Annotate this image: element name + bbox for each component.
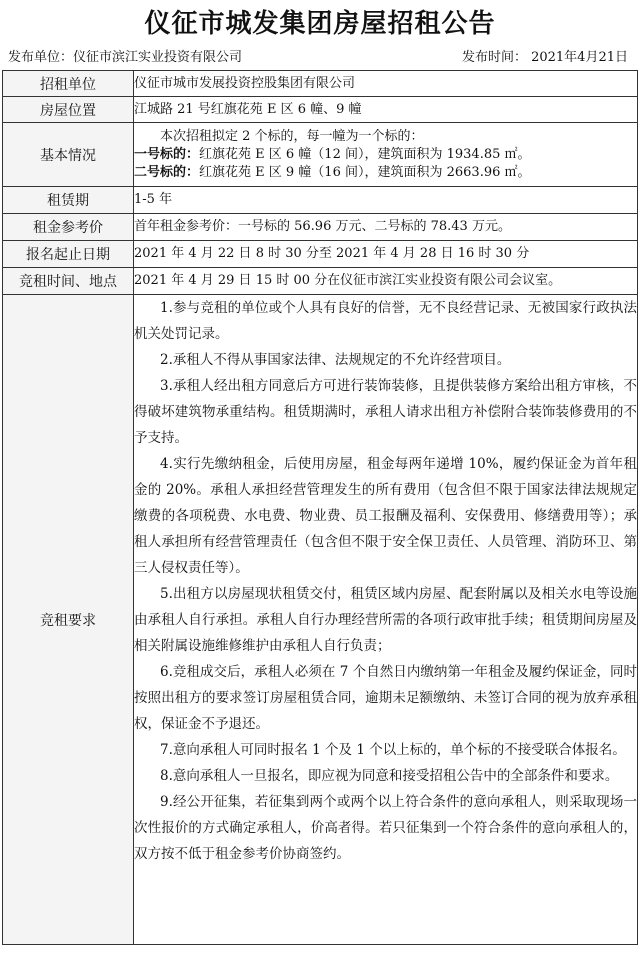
row-label: 竞租时间、地点 (3, 268, 134, 295)
table-row (3, 123, 638, 187)
lot2-label: 二号标的： (134, 164, 200, 180)
table-row (3, 268, 638, 295)
basic-intro: 本次招租拟定 2 个标的，每一幢为一个标的： (160, 128, 424, 144)
row-label: 招租单位 (3, 71, 134, 97)
row-value: 首年租金参考价：一号标的 56.96 万元、二号标的 78.43 万元。 (134, 214, 638, 241)
row-label: 房屋位置 (3, 97, 134, 123)
publisher: 发布单位：仪征市滨江实业投资有限公司 (8, 50, 243, 65)
row-label: 租赁期 (3, 187, 134, 214)
row-label: 竞租要求 (3, 295, 134, 945)
requirement-item: 6.竞租成交后，承租人必须在 7 个自然日内缴纳第一年租金及履约保证金，同时按照出租方的要求签订房屋租赁合同，逾期未足额缴纳、未签订合同的视为放弃承租权，保证金不予退还。 (134, 664, 637, 732)
table-row (3, 187, 638, 214)
row-label: 基本情况 (3, 123, 134, 187)
row-value: 仪征市城市发展投资控股集团有限公司 (134, 71, 638, 97)
lot2-text: 红旗花苑 E 区 9 幢（16 间），建筑面积为 2663.96 ㎡。 (199, 164, 531, 180)
requirements-list (134, 295, 638, 945)
requirement-item: 5.出租方以房屋现状租赁交付，租赁区域内房屋、配套附属以及相关水电等设施由承租人自行承担。承租人自行办理经营所需的各项行政审批手续；租赁期间房屋及相关附属设施维修维护由承租人自行负责； (134, 586, 637, 654)
page-title: 仪征市城发集团房屋招租公告 (144, 9, 496, 39)
table-row (3, 241, 638, 268)
row-value: 1-5 年 (134, 187, 638, 214)
requirement-item: 2.承租人不得从事国家法律、法规规定的不允许经营项目。 (160, 352, 511, 368)
row-value: 2021 年 4 月 29 日 15 时 00 分在仪征市滨江实业投资有限公司会议室。 (134, 268, 638, 295)
row-value: 2021 年 4 月 22 日 8 时 30 分至 2021 年 4 月 28 日 16 时 30 分 (134, 241, 638, 268)
lot1-text: 红旗花苑 E 区 6 幢（12 间），建筑面积为 1934.85 ㎡。 (199, 146, 531, 162)
row-label: 租金参考价 (3, 214, 134, 241)
requirement-item: 3.承租人经出租方同意后方可进行装饰装修，且提供装修方案给出租方审核，不得破坏建筑物承重结构。租赁期满时，承租人请求出租方补偿附合装饰装修费用的不予支持。 (134, 378, 637, 446)
table-row (3, 71, 638, 97)
publish-time: 发布时间： 2021年4月21日 (461, 50, 628, 65)
table-row (3, 214, 638, 241)
lot1-label: 一号标的： (134, 146, 200, 162)
requirement-item: 4.实行先缴纳租金，后使用房屋，租金每两年递增 10%，履约保证金为首年租金的 20%。承租人承担经营管理发生的所有费用（包含但不限于国家法律法规规定缴费的各项税费、水电费、物业费、员工报酬及福利、安保费用、修缮费用等）；承租人承担所有经营管理责任（包含但不限于安全保卫责任、人员管理、消防环卫、第三人侵权责任等）。 (134, 456, 637, 576)
requirement-item: 1.参与竞租的单位或个人具有良好的信誉，无不良经营记录、无被国家行政执法机关处罚记录。 (134, 300, 637, 342)
notice-table (2, 70, 638, 945)
basic-info (134, 123, 638, 187)
requirement-item: 8.意向承租人一旦报名，即应视为同意和接受招租公告中的全部条件和要求。 (160, 768, 619, 784)
table-row (3, 97, 638, 123)
requirement-item: 9.经公开征集，若征集到两个或两个以上符合条件的意向承租人，则采取现场一次性报价的方式确定承租人，价高者得。若只征集到一个符合条件的意向承租人的，双方按不低于租金参考价协商签约。 (134, 794, 637, 862)
row-value: 江城路 21 号红旗花苑 E 区 6 幢、9 幢 (134, 97, 638, 123)
row-label: 报名起止日期 (3, 241, 134, 268)
requirement-item: 7.意向承租人可同时报名 1 个及 1 个以上标的，单个标的不接受联合体报名。 (160, 742, 626, 758)
table-row (3, 295, 638, 945)
